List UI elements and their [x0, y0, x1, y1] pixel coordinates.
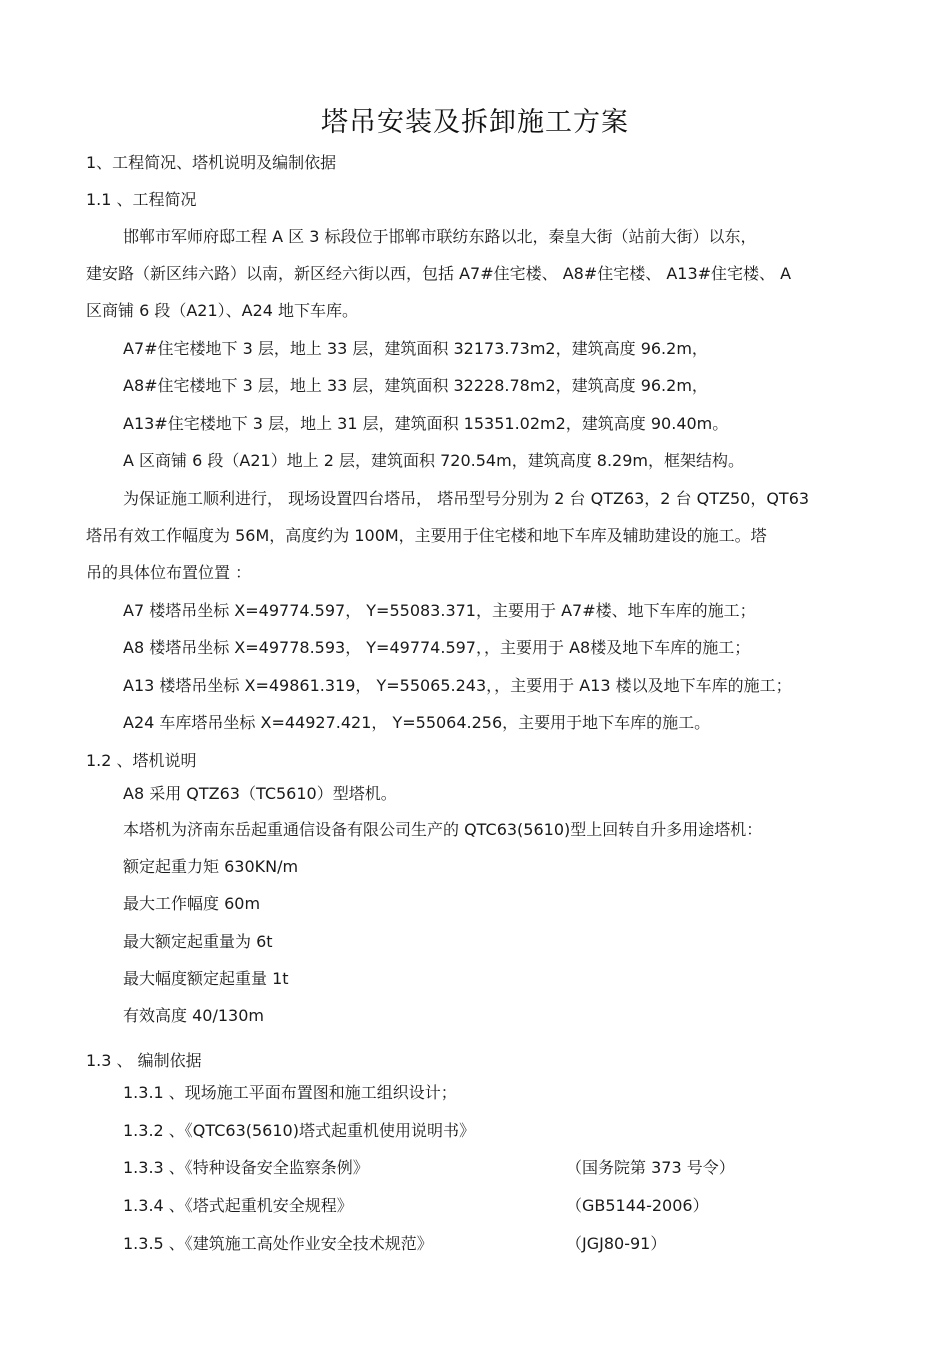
reference-title: 1.3.2 、《QTC63(5610)塔式起重机使用说明书》 [123, 1121, 475, 1140]
crane-spec-tip-load: 最大幅度额定起重量 1t [123, 969, 289, 988]
crane-spec-radius: 最大工作幅度 60m [123, 894, 261, 913]
crane-coordinate-a8: A8 楼塔吊坐标 X=49778.593， Y=49774.597，，主要用于 A8楼及地下车库的施工； [123, 638, 751, 657]
section-1-3-heading: 1.3 、 编制依据 [86, 1051, 202, 1070]
reference-item [123, 1121, 823, 1141]
building-a8-info: A8#住宅楼地下 3 层，地上 33 层，建筑面积 32228.78m2，建筑高度 96.2m， [123, 376, 708, 395]
section-1-2-heading: 1.2 、塔机说明 [86, 751, 197, 770]
reference-item [123, 1158, 823, 1178]
crane-setup-paragraph-line: 塔吊有效工作幅度为 56M，高度约为 100M，主要用于住宅楼和地下车库及辅助建设的施工。塔 [86, 526, 767, 545]
reference-source: （GB5144-2006） [566, 1196, 709, 1215]
crane-setup-paragraph-line: 吊的具体位布置位置 ： [86, 563, 252, 582]
reference-title: 1.3.4 、《塔式起重机安全规程》 [123, 1196, 353, 1215]
crane-coordinate-a13: A13 楼塔吊坐标 X=49861.319， Y=55065.243，，主要用于 A13 楼以及地下车库的施工； [123, 676, 792, 695]
building-a13-info: A13#住宅楼地下 3 层，地上 31 层，建筑面积 15351.02m2，建筑高度 90.40m。 [123, 414, 729, 433]
reference-title: 1.3.5 、《建筑施工高处作业安全技术规范》 [123, 1234, 433, 1253]
overview-paragraph-line: 建安路（新区纬六路）以南，新区经六街以西，包括 A7#住宅楼、 A8#住宅楼、 A13#住宅楼、 A [86, 264, 792, 283]
overview-paragraph-line: 区商铺 6 段（A21）、A24 地下车库。 [86, 301, 359, 320]
crane-description-line: 本塔机为济南东岳起重通信设备有限公司生产的 QTC63(5610)型上回转自升多用途塔机： [123, 820, 763, 839]
section-1-1-heading: 1.1 、工程简况 [86, 190, 197, 209]
section-1-heading: 1、工程简况、塔机说明及编制依据 [86, 153, 337, 172]
document-title: 塔吊安装及拆卸施工方案 [321, 107, 629, 138]
crane-coordinate-a24: A24 车库塔吊坐标 X=44927.421， Y=55064.256，主要用于地下车库的施工。 [123, 713, 711, 732]
reference-item [123, 1083, 823, 1103]
crane-spec-height: 有效高度 40/130m [123, 1006, 264, 1025]
crane-coordinate-a7: A7 楼塔吊坐标 X=49774.597， Y=55083.371，主要用于 A7#楼、地下车库的施工； [123, 601, 756, 620]
overview-paragraph-line: 邯郸市军师府邸工程 A 区 3 标段位于邯郸市联纺东路以北，秦皇大街（站前大街）以东， [123, 227, 757, 246]
shops-a21-info: A 区商铺 6 段（A21）地上 2 层，建筑面积 720.54m，建筑高度 8.29m，框架结构。 [123, 451, 744, 470]
building-a7-info: A7#住宅楼地下 3 层，地上 33 层，建筑面积 32173.73m2，建筑高度 96.2m， [123, 339, 708, 358]
reference-source: （国务院第 373 号令） [566, 1158, 735, 1177]
reference-title: 1.3.3 、《特种设备安全监察条例》 [123, 1158, 369, 1177]
crane-spec-moment: 额定起重力矩 630KN/m [123, 857, 299, 876]
reference-title: 1.3.1 、现场施工平面布置图和施工组织设计； [123, 1083, 457, 1102]
reference-source: （JGJ80-91） [566, 1234, 667, 1253]
crane-spec-max-load: 最大额定起重量为 6t [123, 932, 273, 951]
crane-setup-paragraph-line: 为保证施工顺利进行， 现场设置四台塔吊， 塔吊型号分别为 2 台 QTZ63，2 台 QTZ50，QT63 [123, 489, 810, 508]
reference-item [123, 1234, 823, 1254]
crane-model-line: A8 采用 QTZ63（TC5610）型塔机。 [123, 784, 397, 803]
reference-item [123, 1196, 823, 1216]
